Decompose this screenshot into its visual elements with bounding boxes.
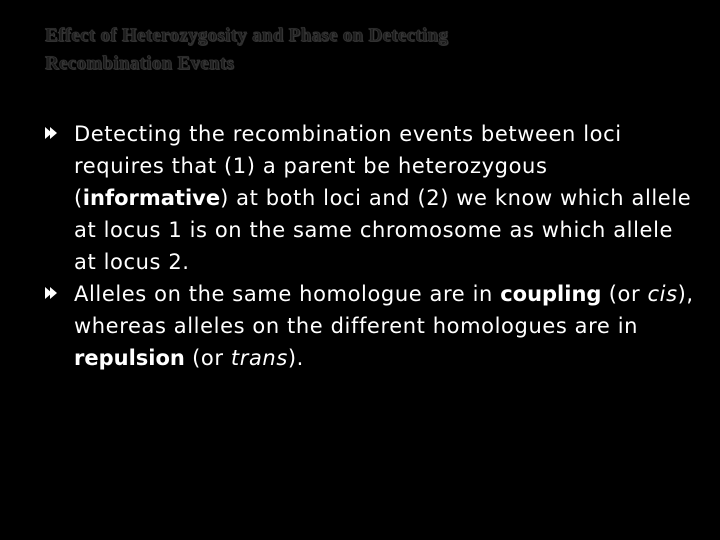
term-repulsion: repulsion [74, 346, 185, 370]
bullet-2-text-d: (or [184, 346, 231, 370]
bullet-1-text: Detecting the recombination events between loci requires that (1) a parent be heterozygous ( [74, 122, 622, 210]
term-informative: informative [82, 186, 221, 210]
bullet-list [0, 118, 720, 374]
slide-title-line-2: Recombination Events [45, 53, 235, 74]
bullet-2-text-e: ). [287, 346, 304, 370]
arrow-bullet-icon [44, 286, 58, 300]
bullet-1-text-cont: ) at both loci and (2) we know which allele at locus 1 is on the same chromosome as which allele at locus 2. [74, 186, 692, 274]
arrow-bullet-icon [44, 126, 58, 140]
bullet-item-1 [0, 118, 720, 278]
bullet-2-text: Alleles on the same homologue are in [74, 282, 501, 306]
bullet-2-text-c: ), whereas alleles on the different homologues are in [74, 282, 694, 338]
bullet-item-2 [0, 278, 720, 374]
term-coupling: coupling [500, 282, 602, 306]
bullet-2-text-b: (or [601, 282, 648, 306]
term-trans: trans [230, 346, 288, 370]
slide-title-line-1: Effect of Heterozygosity and Phase on Detecting [45, 25, 449, 46]
term-cis: cis [647, 282, 678, 306]
slide-title [45, 22, 685, 78]
